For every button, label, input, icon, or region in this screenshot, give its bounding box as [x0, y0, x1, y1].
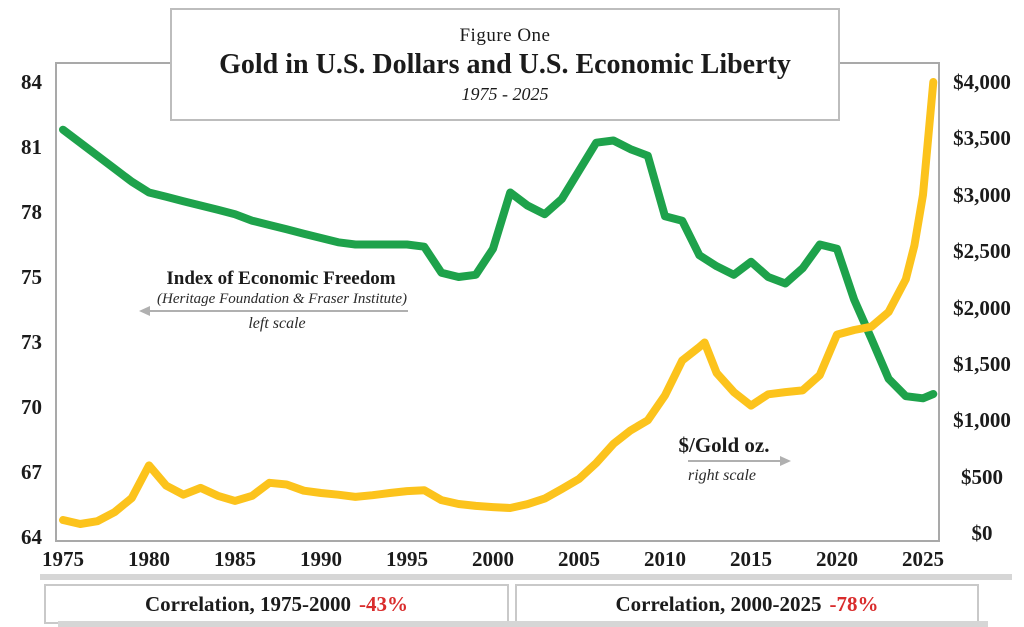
freedom-annotation-title: Index of Economic Freedom	[166, 268, 396, 289]
left-scale-arrow-line	[148, 310, 408, 312]
freedom-annotation-source: (Heritage Foundation & Fraser Institute)	[157, 291, 407, 307]
correlation-value: -43%	[359, 591, 409, 616]
correlation-label: Correlation, 2000-2025	[615, 591, 822, 616]
right-axis-tick-2500: $2,500	[953, 239, 1011, 264]
x-axis-tick-1990: 1990	[300, 547, 342, 571]
chart-bottom-shadow	[40, 574, 1012, 580]
right-axis-tick-4000: $4,000	[953, 70, 1011, 94]
x-axis-tick-1975: 1975	[42, 547, 84, 571]
x-axis-tick-2015: 2015	[730, 547, 772, 571]
left-axis-tick-75: 75	[21, 265, 42, 289]
left-scale-arrow-head-icon	[139, 306, 150, 316]
correlation-box-2000-2025	[515, 584, 979, 624]
x-axis-tick-2010: 2010	[644, 547, 686, 571]
figure-subtitle: 1975 - 2025	[461, 83, 549, 104]
figure-title-box	[170, 8, 840, 121]
left-axis-tick-67: 67	[21, 460, 42, 484]
freedom-annotation-scale-note: left scale	[248, 315, 306, 332]
correlation-value: -78%	[829, 591, 879, 616]
left-axis-tick-78: 78	[21, 200, 42, 224]
x-axis-tick-2020: 2020	[816, 547, 858, 571]
right-axis-tick-1000: $1,000	[953, 408, 1011, 433]
gold-annotation-scale-note: right scale	[688, 467, 756, 484]
right-axis-tick-3000: $3,000	[953, 182, 1011, 207]
x-axis-tick-1980: 1980	[128, 547, 170, 571]
gold-annotation-title: $/Gold oz.	[678, 433, 770, 457]
x-axis-tick-1985: 1985	[214, 547, 256, 571]
correlation-box-1975-2000	[44, 584, 509, 624]
figure-title: Gold in U.S. Dollars and U.S. Economic Liberty	[219, 48, 791, 80]
right-axis-tick-1500: $1,500	[953, 351, 1011, 376]
left-axis-tick-81: 81	[21, 135, 42, 159]
figure-kicker: Figure One	[459, 24, 551, 46]
x-axis-tick-1995: 1995	[386, 547, 428, 571]
x-axis-tick-2000: 2000	[472, 547, 514, 571]
right-scale-arrow-line	[688, 460, 780, 462]
left-axis-tick-64: 64	[21, 525, 42, 549]
correlation-boxes-shadow	[58, 621, 988, 627]
right-axis-tick-2000: $2,000	[953, 295, 1011, 320]
left-axis-tick-70: 70	[21, 395, 42, 419]
right-axis-tick-500: $500	[961, 464, 1003, 489]
right-scale-arrow-head-icon	[780, 456, 791, 466]
correlation-label: Correlation, 1975-2000	[144, 591, 352, 616]
left-axis-tick-84: 84	[21, 70, 42, 94]
x-axis-tick-2025: 2025	[902, 547, 944, 571]
right-axis-tick-3500: $3,500	[953, 126, 1011, 151]
x-axis-tick-2005: 2005	[558, 547, 600, 571]
right-axis-tick-0: $0	[971, 521, 993, 545]
left-axis-tick-73: 73	[21, 330, 42, 354]
